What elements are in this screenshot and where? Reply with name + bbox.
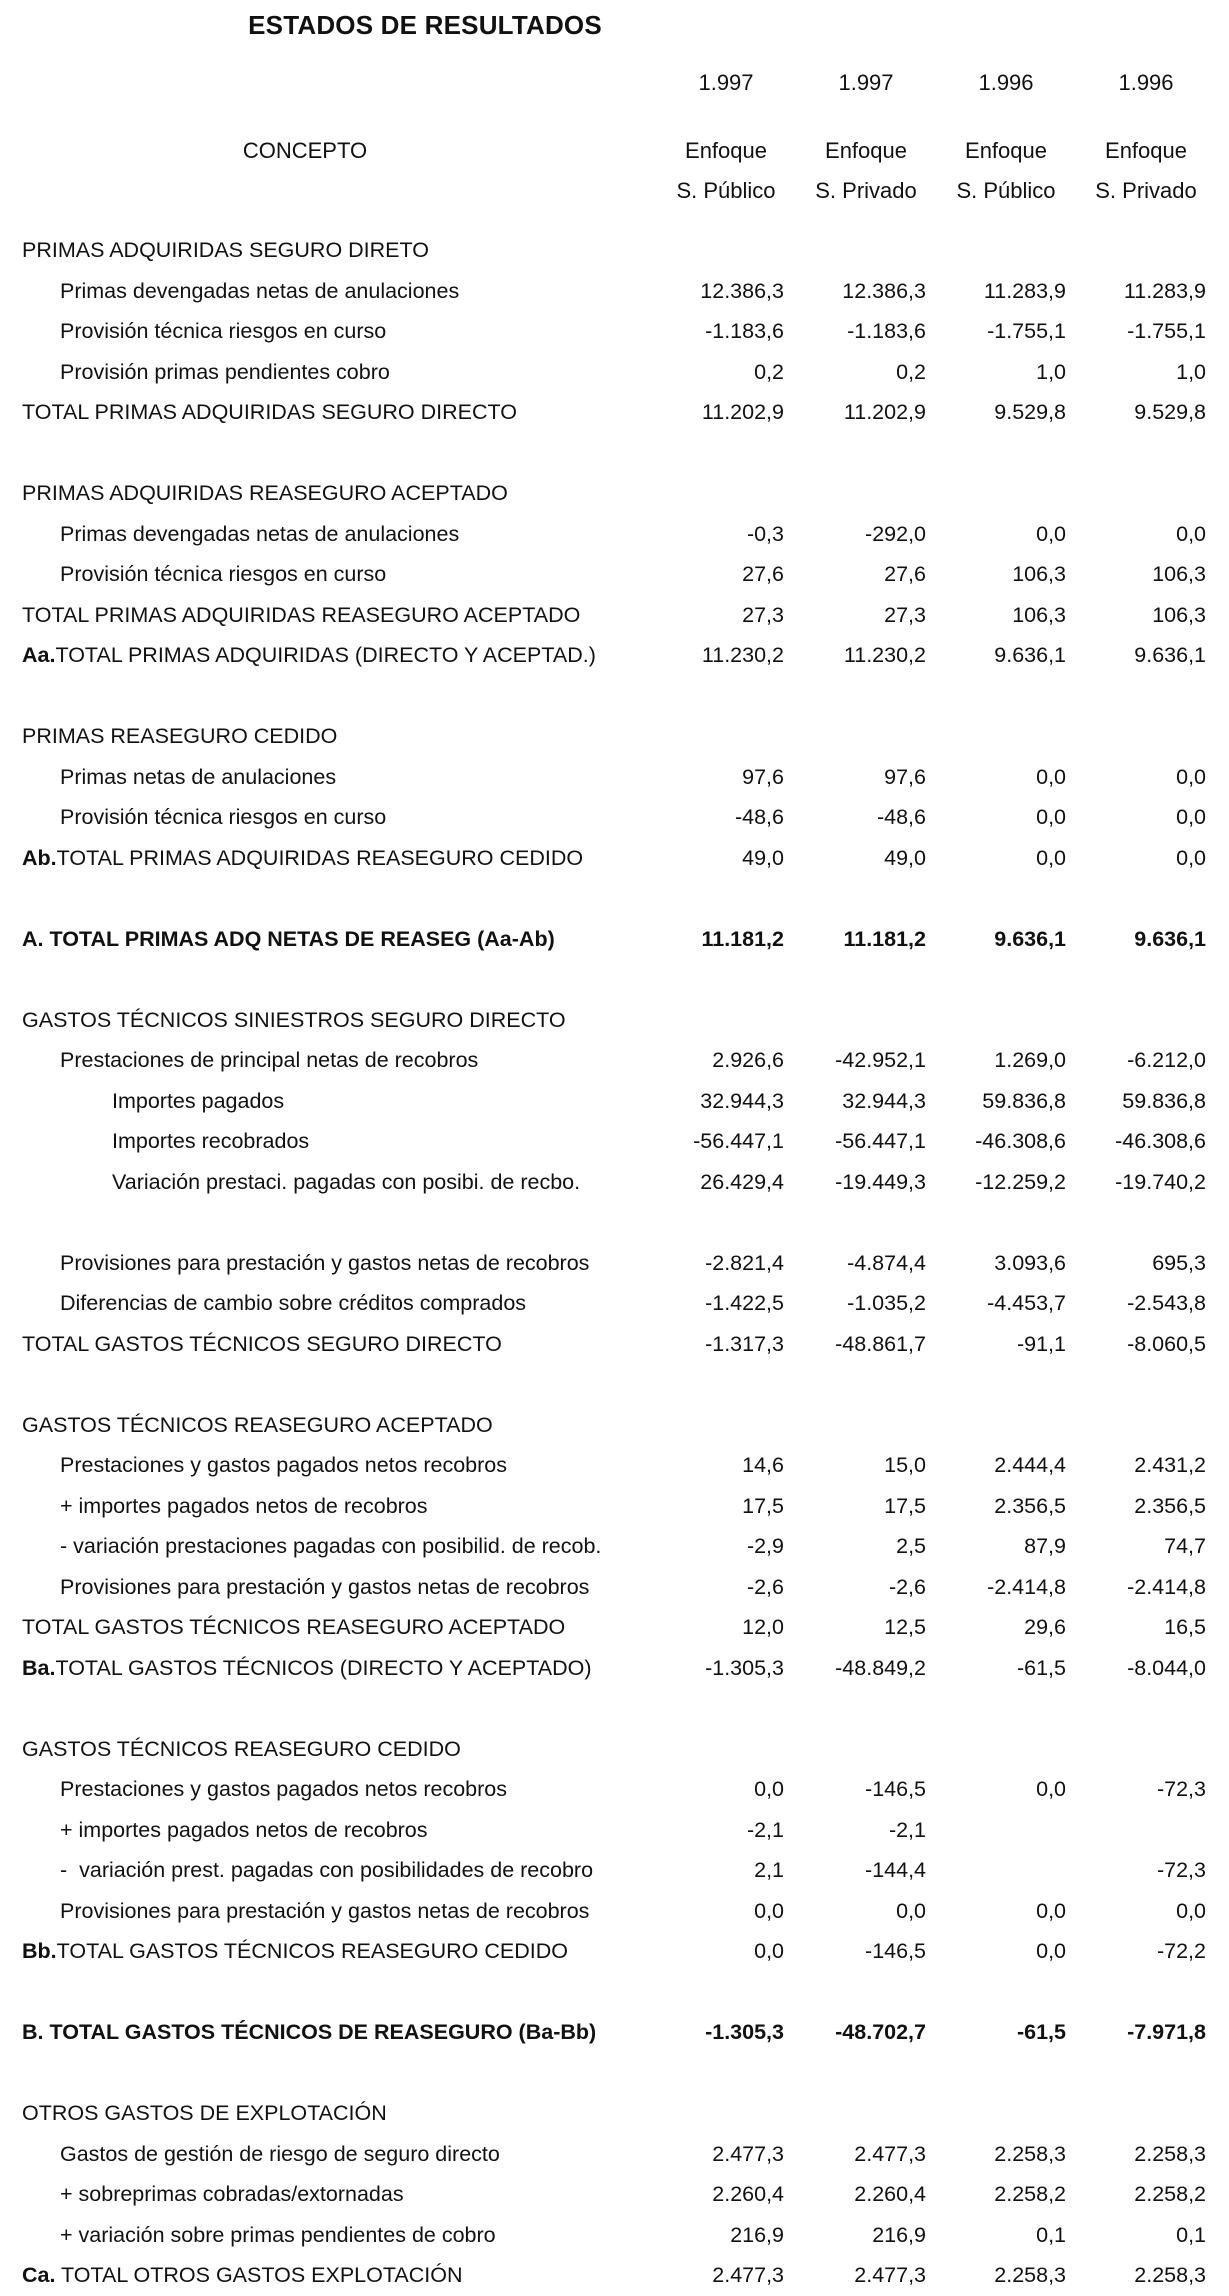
- value-cell-col1: -1.183,6: [705, 319, 784, 343]
- value-cell-col1: 27,3: [742, 602, 784, 627]
- value-cell-col3: 0,0: [1036, 764, 1066, 789]
- value-cell-col1: -56.447,1: [693, 1129, 784, 1153]
- value-cell-col1: -1.305,3: [705, 1655, 784, 1680]
- value-cell-col1: 26.429,4: [700, 1169, 784, 1194]
- value-cell-col1: 0,0: [754, 1898, 784, 1923]
- value-cell-col2: 17,5: [884, 1493, 926, 1518]
- value-cell-col2: -1.035,2: [847, 1291, 926, 1315]
- value-cell-col3: 9.636,1: [994, 926, 1066, 951]
- row-label: [60, 352, 390, 393]
- value-cell-col2: -56.447,1: [835, 1129, 926, 1153]
- value-cell-col2: 11.202,9: [843, 400, 926, 424]
- table-row: [0, 554, 1229, 595]
- value-cell-col4: -1.755,1: [1127, 319, 1206, 343]
- row-label: [22, 230, 429, 271]
- row-code: Aa.: [22, 643, 56, 667]
- row-label: [60, 2134, 500, 2175]
- table-row: [0, 1324, 1229, 1365]
- income-statement-table: [0, 230, 1229, 2296]
- value-cell-col3: 87,9: [1024, 1534, 1066, 1558]
- row-label: [60, 271, 459, 312]
- value-cell-col3: 2.258,3: [994, 2263, 1066, 2287]
- value-cell-col2: 49,0: [884, 845, 926, 870]
- value-cell-col3: -4.453,7: [987, 1291, 1066, 1315]
- row-label: [22, 635, 596, 676]
- value-cell-col4: -7.971,8: [1127, 2020, 1206, 2044]
- row-label: [22, 1405, 493, 1446]
- row-label-text: Provisiones para prestación y gastos netas de recobros: [60, 1250, 590, 1275]
- value-cell-col3: 2.356,5: [994, 1493, 1066, 1518]
- row-label: [22, 1607, 565, 1648]
- row-label: [22, 1648, 592, 1689]
- row-label: [60, 1567, 589, 1608]
- value-cell-col4: 106,3: [1152, 562, 1206, 586]
- value-cell-col3: -46.308,6: [975, 1129, 1066, 1153]
- value-cell-col4: 9.529,8: [1134, 400, 1206, 424]
- value-cell-col2: 11.181,2: [843, 926, 926, 951]
- value-cell-col3: 9.636,1: [994, 643, 1066, 667]
- value-cell-col2: -1.183,6: [847, 319, 926, 343]
- value-cell-col4: 1,0: [1176, 359, 1206, 384]
- row-label-text: + variación sobre primas pendientes de cobro: [60, 2222, 496, 2247]
- row-label-text: Provisión técnica riesgos en curso: [60, 805, 387, 829]
- row-code: Bb.: [22, 1939, 57, 1963]
- value-cell-col3: 0,0: [1036, 805, 1066, 829]
- row-label: [60, 1040, 478, 1081]
- value-cell-col4: -2.414,8: [1127, 1574, 1206, 1599]
- value-cell-col2: -144,4: [865, 1858, 926, 1882]
- value-cell-col2: 2,5: [896, 1534, 926, 1558]
- value-cell-col1: 2.477,3: [712, 2263, 784, 2287]
- spacer-row: [0, 1202, 1229, 1243]
- value-cell-col3: -61,5: [1016, 1655, 1066, 1680]
- value-cell-col4: -72,3: [1156, 1858, 1206, 1882]
- table-row: [0, 1850, 1229, 1891]
- header-year-col4: 1.996: [1118, 70, 1174, 95]
- table-row: [0, 838, 1229, 879]
- row-label-text: TOTAL PRIMAS ADQUIRIDAS REASEGURO ACEPTADO: [22, 602, 581, 627]
- value-cell-col3: 0,0: [1036, 521, 1066, 546]
- row-label-text: Variación prestaci. pagadas con posibi. de recbo.: [112, 1169, 581, 1194]
- row-label: [22, 595, 580, 636]
- table-row: [0, 1000, 1229, 1041]
- table-row: [0, 2215, 1229, 2256]
- value-cell-col4: -8.044,0: [1127, 1655, 1206, 1680]
- header-sector-col4: S. Privado: [1095, 178, 1197, 203]
- row-label-text: Prestaciones y gastos pagados netos recobros: [60, 1453, 507, 1477]
- table-row: [0, 595, 1229, 636]
- value-cell-col3: 1,0: [1036, 359, 1066, 384]
- row-label-text: TOTAL PRIMAS ADQUIRIDAS REASEGURO CEDIDO: [56, 845, 584, 870]
- row-label: [60, 1850, 593, 1891]
- row-label: [60, 797, 386, 838]
- header-enfoque-col2: Enfoque: [825, 138, 907, 163]
- row-label: [22, 2255, 462, 2296]
- value-cell-col1: 216,9: [730, 2222, 784, 2247]
- row-label-text: Primas netas de anulaciones: [60, 764, 337, 789]
- value-cell-col2: 216,9: [872, 2222, 926, 2247]
- value-cell-col3: 9.529,8: [994, 400, 1066, 424]
- row-label: [60, 1526, 601, 1567]
- row-label-text: Prestaciones y gastos pagados netos recobros: [60, 1777, 507, 1801]
- value-cell-col4: -72,3: [1156, 1777, 1206, 1801]
- value-cell-col1: 0,0: [754, 1939, 784, 1963]
- spacer-row: [0, 959, 1229, 1000]
- table-row: [0, 2012, 1229, 2053]
- value-cell-col3: 2.444,4: [994, 1453, 1066, 1477]
- row-label: [22, 1729, 461, 1770]
- header-year-col1: 1.997: [698, 70, 754, 95]
- row-label-text: Provisión técnica riesgos en curso: [60, 562, 387, 586]
- table-row: [0, 271, 1229, 312]
- row-label-text: TOTAL GASTOS TÉCNICOS SEGURO DIRECTO: [22, 1331, 502, 1356]
- value-cell-col1: 0,2: [754, 359, 784, 384]
- value-cell-col1: 49,0: [742, 845, 784, 870]
- header-enfoque-col1: Enfoque: [685, 138, 767, 163]
- header-sector-col3: S. Público: [956, 178, 1056, 203]
- value-cell-col1: 2.926,6: [712, 1048, 784, 1072]
- row-label-text: GASTOS TÉCNICOS SINIESTROS SEGURO DIRECTO: [22, 1007, 566, 1032]
- value-cell-col1: -0,3: [746, 521, 784, 546]
- header-enfoque-col3: Enfoque: [965, 138, 1047, 163]
- value-cell-col2: 0,2: [896, 359, 926, 384]
- row-label-text: GASTOS TÉCNICOS REASEGURO ACEPTADO: [22, 1412, 493, 1437]
- header-year-col2: 1.997: [838, 70, 894, 95]
- row-label-text: Primas devengadas netas de anulaciones: [60, 278, 460, 303]
- table-row: [0, 1891, 1229, 1932]
- value-cell-col2: 97,6: [884, 764, 926, 789]
- value-cell-col4: -8.060,5: [1127, 1331, 1206, 1356]
- value-cell-col3: 11.283,9: [983, 278, 1066, 303]
- row-label: [22, 1931, 568, 1972]
- row-label-text: Importes recobrados: [112, 1129, 310, 1153]
- value-cell-col1: -1.305,3: [705, 2020, 784, 2044]
- table-row: [0, 1162, 1229, 1203]
- value-cell-col4: -19.740,2: [1115, 1169, 1206, 1194]
- value-cell-col1: 32.944,3: [700, 1088, 784, 1113]
- row-label-text: Provisiones para prestación y gastos netas de recobros: [60, 1574, 590, 1599]
- table-row: [0, 1405, 1229, 1446]
- table-row: [0, 1526, 1229, 1567]
- row-label-text: Provisiones para prestación y gastos netas de recobros: [60, 1898, 590, 1923]
- row-label: [22, 473, 508, 514]
- row-label: [60, 311, 386, 352]
- table-row: [0, 2134, 1229, 2175]
- table-row: [0, 1486, 1229, 1527]
- row-label-text: Provisión técnica riesgos en curso: [60, 319, 387, 343]
- table-row: [0, 757, 1229, 798]
- value-cell-col4: 59.836,8: [1122, 1088, 1206, 1113]
- value-cell-col3: 106,3: [1012, 562, 1066, 586]
- row-label-text: PRIMAS REASEGURO CEDIDO: [22, 724, 338, 748]
- row-label-text: - variación prestaciones pagadas con posibilid. de recob.: [60, 1534, 602, 1558]
- table-row: [0, 230, 1229, 271]
- table-row: [0, 1121, 1229, 1162]
- value-cell-col4: 74,7: [1164, 1534, 1206, 1558]
- value-cell-col1: 14,6: [742, 1453, 784, 1477]
- row-label: [60, 1769, 507, 1810]
- row-label-text: PRIMAS ADQUIRIDAS REASEGURO ACEPTADO: [22, 481, 508, 505]
- spacer-row: [0, 2053, 1229, 2094]
- table-row: [0, 716, 1229, 757]
- value-cell-col1: 0,0: [754, 1777, 784, 1801]
- row-label-text: TOTAL GASTOS TÉCNICOS (DIRECTO Y ACEPTADO): [55, 1655, 592, 1680]
- table-row: [0, 473, 1229, 514]
- row-label-text: + sobreprimas cobradas/extornadas: [60, 2182, 404, 2206]
- row-label: [60, 1486, 428, 1527]
- row-label-text: Primas devengadas netas de anulaciones: [60, 521, 460, 546]
- value-cell-col2: 2.477,3: [854, 2141, 926, 2166]
- value-cell-col1: -2,6: [746, 1574, 784, 1599]
- value-cell-col1: -1.317,3: [705, 1331, 784, 1356]
- row-label: [60, 1810, 428, 1851]
- value-cell-col1: 97,6: [742, 764, 784, 789]
- value-cell-col2: -146,5: [865, 1777, 926, 1801]
- table-row: [0, 1769, 1229, 1810]
- value-cell-col3: 2.258,3: [994, 2141, 1066, 2166]
- value-cell-col2: -146,5: [865, 1939, 926, 1963]
- value-cell-col4: -46.308,6: [1115, 1129, 1206, 1153]
- value-cell-col4: 9.636,1: [1134, 643, 1206, 667]
- value-cell-col3: 1.269,0: [994, 1048, 1066, 1072]
- header-concept: CONCEPTO: [242, 138, 368, 163]
- value-cell-col2: -48.702,7: [835, 2020, 926, 2044]
- value-cell-col1: 11.230,2: [701, 643, 784, 667]
- row-label: [22, 1000, 566, 1041]
- table-row: [0, 919, 1229, 960]
- value-cell-col2: 11.230,2: [843, 643, 926, 667]
- row-label: [22, 919, 555, 960]
- value-cell-col3: -2.414,8: [987, 1574, 1066, 1599]
- header-sector-col1: S. Público: [676, 178, 776, 203]
- spacer-row: [0, 676, 1229, 717]
- value-cell-col3: -1.755,1: [987, 319, 1066, 343]
- value-cell-col4: -6.212,0: [1127, 1048, 1206, 1072]
- table-row: [0, 311, 1229, 352]
- row-label: [22, 2012, 596, 2053]
- table-row: [0, 1040, 1229, 1081]
- table-row: [0, 1283, 1229, 1324]
- row-label-text: Gastos de gestión de riesgo de seguro directo: [60, 2141, 500, 2166]
- value-cell-col1: -2.821,4: [705, 1250, 784, 1275]
- value-cell-col1: -1.422,5: [705, 1291, 784, 1315]
- table-row: [0, 1243, 1229, 1284]
- value-cell-col3: -61,5: [1016, 2020, 1066, 2044]
- row-label: [60, 554, 386, 595]
- row-label: [22, 392, 517, 433]
- value-cell-col4: 106,3: [1152, 602, 1206, 627]
- row-label-text: B. TOTAL GASTOS TÉCNICOS DE REASEGURO (Ba-Bb): [22, 2020, 597, 2044]
- value-cell-col2: 27,6: [884, 562, 926, 586]
- value-cell-col4: 9.636,1: [1134, 926, 1206, 951]
- value-cell-col2: 12,5: [884, 1615, 926, 1639]
- value-cell-col2: -4.874,4: [847, 1250, 926, 1275]
- value-cell-col2: -19.449,3: [835, 1169, 926, 1194]
- value-cell-col4: -72,2: [1156, 1939, 1206, 1963]
- row-label-text: TOTAL PRIMAS ADQUIRIDAS (DIRECTO Y ACEPTAD.): [55, 643, 596, 667]
- row-code: Ab.: [22, 845, 57, 870]
- value-cell-col1: 12,0: [742, 1615, 784, 1639]
- value-cell-col4: 2.258,2: [1134, 2182, 1206, 2206]
- value-cell-col2: 0,0: [896, 1898, 926, 1923]
- value-cell-col4: 2.356,5: [1134, 1493, 1206, 1518]
- row-label: [60, 1243, 589, 1284]
- row-label: [60, 1891, 589, 1932]
- table-row: [0, 1729, 1229, 1770]
- row-label-text: + importes pagados netos de recobros: [60, 1493, 428, 1518]
- value-cell-col3: 0,0: [1036, 1898, 1066, 1923]
- row-code: Ba.: [22, 1655, 56, 1680]
- table-row: [0, 1567, 1229, 1608]
- row-label: [22, 1324, 502, 1365]
- table-row: [0, 1931, 1229, 1972]
- value-cell-col3: 59.836,8: [982, 1088, 1066, 1113]
- spacer-row: [0, 1364, 1229, 1405]
- value-cell-col1: 11.181,2: [701, 926, 784, 951]
- row-label-text: - variación prest. pagadas con posibilidades de recobro: [60, 1858, 594, 1882]
- header-enfoque-col4: Enfoque: [1105, 138, 1187, 163]
- row-label-text: GASTOS TÉCNICOS REASEGURO CEDIDO: [22, 1736, 461, 1761]
- value-cell-col4: 0,1: [1176, 2222, 1206, 2247]
- row-label: [112, 1121, 309, 1162]
- value-cell-col3: 0,1: [1036, 2222, 1066, 2247]
- row-code: Ca.: [22, 2263, 56, 2287]
- value-cell-col3: 0,0: [1036, 1939, 1066, 1963]
- value-cell-col3: 3.093,6: [994, 1250, 1066, 1275]
- value-cell-col1: 27,6: [742, 562, 784, 586]
- table-row: [0, 392, 1229, 433]
- value-cell-col4: 11.283,9: [1123, 278, 1206, 303]
- row-label: [60, 2174, 404, 2215]
- row-label-text: TOTAL GASTOS TÉCNICOS REASEGURO ACEPTADO: [22, 1615, 566, 1639]
- value-cell-col4: -2.543,8: [1127, 1291, 1206, 1315]
- row-label: [60, 1283, 526, 1324]
- value-cell-col2: -42.952,1: [835, 1048, 926, 1072]
- value-cell-col2: -2,6: [888, 1574, 926, 1599]
- value-cell-col3: -12.259,2: [975, 1169, 1066, 1194]
- value-cell-col3: 29,6: [1024, 1615, 1066, 1639]
- value-cell-col1: 2,1: [754, 1858, 784, 1882]
- row-label-text: OTROS GASTOS DE EXPLOTACIÓN: [22, 2101, 387, 2125]
- value-cell-col1: 12.386,3: [700, 278, 784, 303]
- value-cell-col1: 17,5: [742, 1493, 784, 1518]
- row-label: [60, 2215, 496, 2256]
- table-row: [0, 352, 1229, 393]
- value-cell-col2: 32.944,3: [842, 1088, 926, 1113]
- value-cell-col4: 2.258,3: [1134, 2141, 1206, 2166]
- header-sector-col2: S. Privado: [815, 178, 917, 203]
- value-cell-col1: -2,1: [746, 1817, 784, 1842]
- table-row: [0, 514, 1229, 555]
- value-cell-col3: 2.258,2: [994, 2182, 1066, 2206]
- row-label: [22, 838, 583, 879]
- value-cell-col2: 2.477,3: [854, 2263, 926, 2287]
- table-row: [0, 2174, 1229, 2215]
- spacer-row: [0, 433, 1229, 474]
- value-cell-col4: 0,0: [1176, 521, 1206, 546]
- table-row: [0, 2255, 1229, 2296]
- value-cell-col4: 0,0: [1176, 845, 1206, 870]
- row-label-text: Importes pagados: [112, 1088, 285, 1113]
- row-label: [60, 1445, 507, 1486]
- row-label-text: TOTAL GASTOS TÉCNICOS REASEGURO CEDIDO: [56, 1939, 568, 1963]
- row-label-text: Prestaciones de principal netas de recobros: [60, 1048, 479, 1072]
- value-cell-col3: -91,1: [1016, 1331, 1066, 1356]
- spacer-row: [0, 878, 1229, 919]
- row-label: [112, 1162, 580, 1203]
- value-cell-col2: -48,6: [876, 805, 926, 829]
- value-cell-col4: 0,0: [1176, 1898, 1206, 1923]
- value-cell-col2: -2,1: [888, 1817, 926, 1842]
- value-cell-col4: 2.431,2: [1134, 1453, 1206, 1477]
- value-cell-col2: -292,0: [865, 521, 926, 546]
- spacer-row: [0, 1972, 1229, 2013]
- value-cell-col4: 0,0: [1176, 764, 1206, 789]
- value-cell-col2: -48.861,7: [835, 1331, 926, 1356]
- value-cell-col1: -48,6: [734, 805, 784, 829]
- value-cell-col4: 0,0: [1176, 805, 1206, 829]
- value-cell-col2: 27,3: [884, 602, 926, 627]
- value-cell-col1: 11.202,9: [701, 400, 784, 424]
- value-cell-col2: 15,0: [884, 1453, 926, 1477]
- row-label-text: PRIMAS ADQUIRIDAS SEGURO DIRETO: [22, 238, 429, 262]
- row-label-text: TOTAL PRIMAS ADQUIRIDAS SEGURO DIRECTO: [22, 400, 517, 424]
- table-row: [0, 1081, 1229, 1122]
- row-label: [22, 716, 337, 757]
- row-label: [60, 757, 336, 798]
- value-cell-col4: 695,3: [1152, 1250, 1206, 1275]
- table-row: [0, 635, 1229, 676]
- spacer-row: [0, 1688, 1229, 1729]
- value-cell-col3: 106,3: [1012, 602, 1066, 627]
- value-cell-col2: -48.849,2: [835, 1655, 926, 1680]
- row-label-text: Provisión primas pendientes cobro: [60, 359, 390, 384]
- value-cell-col2: 2.260,4: [854, 2182, 926, 2206]
- table-row: [0, 1648, 1229, 1689]
- row-label-text: A. TOTAL PRIMAS ADQ NETAS DE REASEG (Aa-Ab): [22, 926, 555, 951]
- row-label-text: Diferencias de cambio sobre créditos comprados: [60, 1291, 527, 1315]
- value-cell-col3: 0,0: [1036, 1777, 1066, 1801]
- table-row: [0, 1607, 1229, 1648]
- value-cell-col2: 12.386,3: [842, 278, 926, 303]
- table-row: [0, 2093, 1229, 2134]
- row-label: [22, 2093, 387, 2134]
- row-label-text: + importes pagados netos de recobros: [60, 1817, 428, 1842]
- row-label: [60, 514, 459, 555]
- value-cell-col4: 2.258,3: [1134, 2263, 1206, 2287]
- table-row: [0, 1810, 1229, 1851]
- value-cell-col1: 2.260,4: [712, 2182, 784, 2206]
- table-row: [0, 1445, 1229, 1486]
- value-cell-col3: 0,0: [1036, 845, 1066, 870]
- value-cell-col4: 16,5: [1164, 1615, 1206, 1639]
- table-row: [0, 797, 1229, 838]
- value-cell-col1: -2,9: [746, 1534, 784, 1558]
- header-year-col3: 1.996: [978, 70, 1034, 95]
- page-title: ESTADOS DE RESULTADOS: [248, 10, 602, 40]
- row-label: [112, 1081, 284, 1122]
- value-cell-col1: 2.477,3: [712, 2141, 784, 2166]
- row-label-text: TOTAL OTROS GASTOS EXPLOTACIÓN: [55, 2263, 463, 2287]
